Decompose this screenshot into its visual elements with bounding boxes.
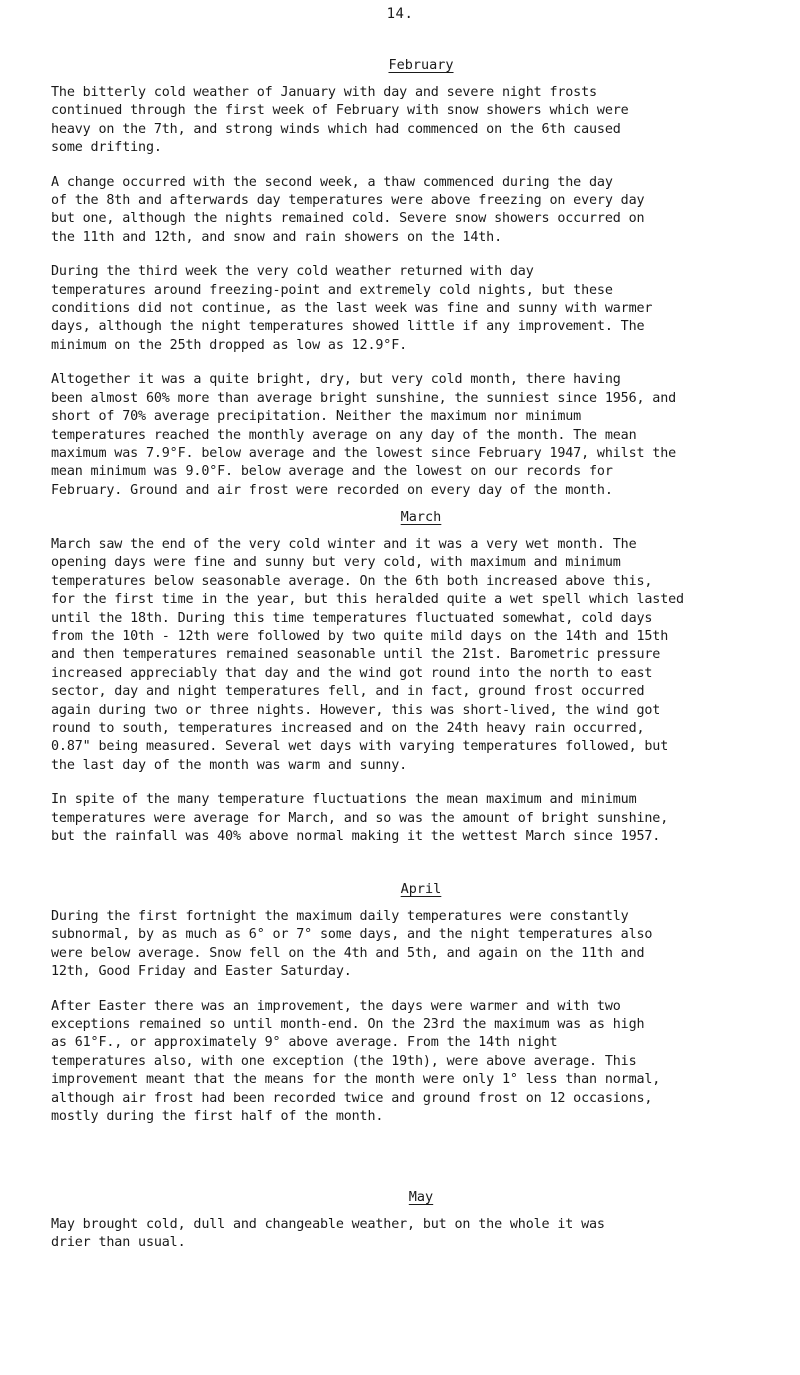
section-heading: February	[388, 57, 454, 73]
section-april	[51, 880, 791, 1142]
paragraph: During the third week the very cold weather returned with day temperatures around freezing-point and extremely cold nights, but these conditions did not continue, as the last week was fine and sunny with warmer days, although the night temperatures showed little if any improvement. The minimum on the 25th dropped as low as 12.9°F.	[51, 264, 653, 353]
page-number: 14.	[386, 6, 414, 22]
paragraph: After Easter there was an improvement, the days were warmer and with two exceptions remained so until month-end. On the 23rd the maximum was as high as 61°F., or approximately 9° above average. From the 14th night temperatures also, with one exception (the 19th), were above average. This improvement meant that the means for the month were only 1° less than normal, although air frost had been recorded twice and ground frost on 12 occasions, mostly during the first half of the month.	[51, 998, 661, 1125]
section-march	[51, 508, 791, 863]
section-heading: May	[408, 1189, 434, 1205]
paragraph: During the first fortnight the maximum daily temperatures were constantly subnormal, by as much as 6° or 7° some days, and the night temperatures also were below average. Snow fell on the 4th and 5th, and again on the 11th and 12th, Good Friday and Easter Saturday.	[51, 909, 653, 980]
section-february	[51, 56, 791, 516]
paragraph: March saw the end of the very cold winter and it was a very wet month. The opening days were fine and sunny but very cold, with maximum and minimum temperatures below seasonable average. On the 6th both increased above this, for the first time in the year, but this heralded quite a wet spell which lasted until the 18th. During this time temperatures fluctuated somewhat, cold days from the 10th - 12th were followed by two quite mild days on the 14th and 15th and then temperatures remained seasonable until the 21st. Barometric pressure increased appreciably that day and the wind got round into the north to east sector, day and night temperatures fell, and in fact, ground frost occurred again during two or three nights. However, this was short-lived, the wind got round to south, temperatures increased and on the 24th heavy rain occurred, 0.87" being measured. Several wet days with varying temperatures followed, but the last day of the month was warm and sunny.	[51, 537, 684, 773]
paragraph: Altogether it was a quite bright, dry, but very cold month, there having been almost 60% more than average bright sunshine, the sunniest since 1956, and short of 70% average precipitation. Neither the maximum nor minimum temperatures reached the monthly average on any day of the month. The mean maximum was 7.9°F. below average and the lowest since February 1947, whilst the mean minimum was 9.0°F. below average and the lowest on our records for February. Ground and air frost were recorded on every day of the month.	[51, 372, 677, 498]
paragraph: The bitterly cold weather of January with day and severe night frosts continued through the first week of February with snow showers which were heavy on the 7th, and strong winds which had commenced on the 6th caused some drifting.	[51, 85, 629, 156]
paragraph: In spite of the many temperature fluctuations the mean maximum and minimum temperatures were average for March, and so was the amount of bright sunshine, but the rainfall was 40% above normal making it the wettest March since 1957.	[51, 792, 669, 845]
paragraph: A change occurred with the second week, a thaw commenced during the day of the 8th and afterwards day temperatures were above freezing on every day but one, although the nights remained cold. Severe snow showers occurred on the 11th and 12th, and snow and rain showers on the 14th.	[51, 174, 645, 245]
section-heading: March	[400, 509, 442, 525]
section-may	[51, 1188, 791, 1269]
paragraph: May brought cold, dull and changeable weather, but on the whole it was drier than usual.	[51, 1217, 605, 1251]
section-heading: April	[400, 881, 442, 897]
